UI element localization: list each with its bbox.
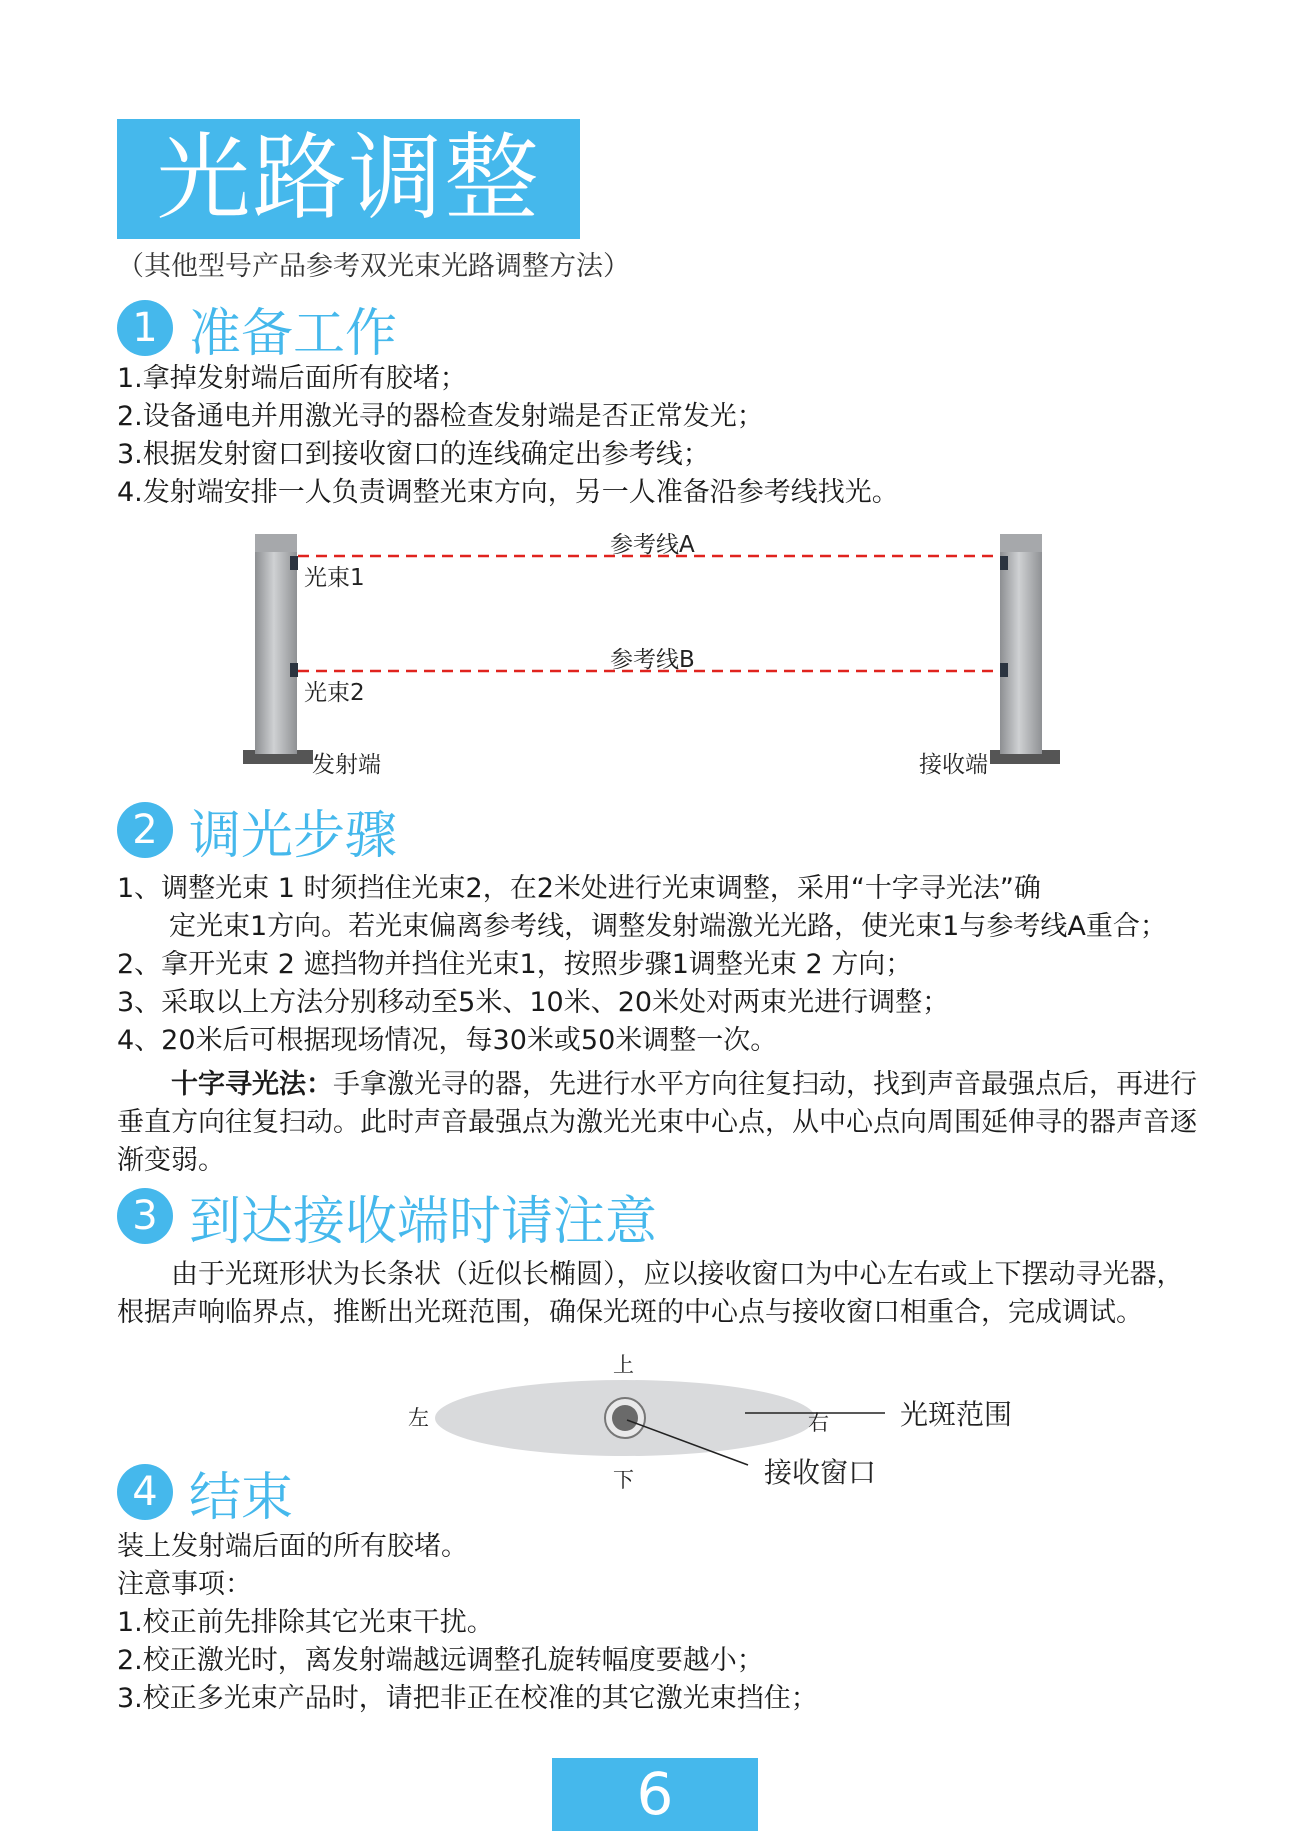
section-2-title: 调光步骤 [189, 805, 398, 866]
receive-window-icon [612, 1405, 638, 1431]
section-3-title: 到达接收端时请注意 [189, 1191, 658, 1252]
emitter-label: 发射端 [312, 752, 381, 778]
section-4-body [117, 1528, 1207, 1718]
section-4-line: 3.校正多光束产品时，请把非正在校准的其它激光束挡住； [117, 1683, 818, 1714]
section-4-line: 1.校正前先排除其它光束干扰。 [117, 1607, 494, 1638]
section-1-title: 准备工作 [189, 303, 398, 364]
cross-method-label: 十字寻光法： [171, 1069, 333, 1100]
ref-a-label: 参考线A [610, 532, 695, 558]
section-4-line: 2.校正激光时，离发射端越远调整孔旋转幅度要越小； [117, 1645, 764, 1676]
section-2-number: 2 [117, 802, 173, 858]
beam-1-label: 光束1 [304, 565, 365, 591]
section-1-line: 3.根据发射窗口到接收窗口的连线确定出参考线； [117, 439, 710, 470]
receive-window-label: 接收窗口 [764, 1456, 877, 1489]
section-1-line: 1.拿掉发射端后面所有胶堵； [117, 363, 467, 394]
section-2-line: 2、拿开光束 2 遮挡物并挡住光束1，按照步骤1调整光束 2 方向； [117, 949, 913, 980]
section-1-line: 4.发射端安排一人负责调整光束方向，另一人准备沿参考线找光。 [117, 477, 899, 508]
spot-range-label: 光斑范围 [900, 1398, 1013, 1431]
section-2-line: 定光束1方向。若光束偏离参考线，调整发射端激光光路，使光束1与参考线A重合； [169, 911, 1167, 942]
section-3-paragraph: 由于光斑形状为长条状（近似长椭圆），应以接收窗口为中心左右或上下摆动寻光器，根据声响临界点，推断出光斑范围，确保光斑的中心点与接收窗口相重合，完成调试。 [117, 1259, 1184, 1328]
section-2-line: 3、采取以上方法分别移动至5米、10米、20米处对两束光进行调整； [117, 987, 950, 1018]
page-title: 光路调整 [117, 119, 580, 239]
ref-b-label: 参考线B [610, 647, 695, 673]
section-1-line: 2.设备通电并用激光寻的器检查发射端是否正常发光； [117, 401, 764, 432]
section-2-line: 4、20米后可根据现场情况，每30米或50米调整一次。 [117, 1025, 778, 1056]
section-4-title: 结束 [189, 1467, 294, 1528]
section-4-number: 4 [117, 1464, 173, 1520]
cross-method-text: 手拿激光寻的器，先进行水平方向往复扫动，找到声音最强点后，再进行垂直方向往复扫动。此时声音最强点为激光光束中心点，从中心点向周围延伸寻的器声音逐渐变弱。 [117, 1069, 1197, 1176]
receiver-label: 接收端 [919, 752, 988, 778]
section-2-line: 1、调整光束 1 时须挡住光束2，在2米处进行光束调整，采用“十字寻光法”确 [117, 873, 1041, 904]
page-subtitle: （其他型号产品参考双光束光路调整方法） [117, 251, 630, 282]
section-4-line: 注意事项： [117, 1569, 252, 1600]
up-label: 上 [613, 1353, 634, 1377]
section-4-heading [117, 1462, 294, 1528]
beam-2-label: 光束2 [304, 680, 365, 706]
page-number: 6 [552, 1758, 758, 1831]
right-label: 右 [808, 1411, 829, 1435]
section-1-number: 1 [117, 300, 173, 356]
left-label: 左 [408, 1406, 429, 1430]
section-3-number: 3 [117, 1188, 173, 1244]
section-4-line: 装上发射端后面的所有胶堵。 [117, 1531, 468, 1562]
down-label: 下 [613, 1468, 634, 1492]
